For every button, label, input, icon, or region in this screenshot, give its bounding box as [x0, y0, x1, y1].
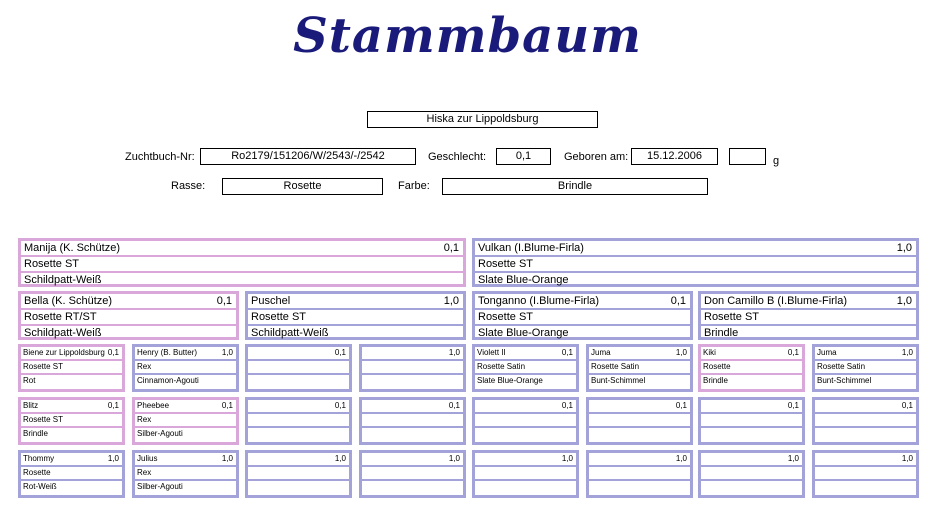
ancestor-color[interactable] [362, 479, 463, 493]
mother-name: Manija (K. Schütze) [24, 242, 120, 254]
ancestor-name-row[interactable] [135, 347, 236, 359]
ancestor-breed[interactable]: Rex [135, 359, 236, 373]
grandparent-name-row[interactable] [21, 294, 236, 308]
ancestor-sex: 1,0 [448, 454, 460, 463]
ancestor-color[interactable] [248, 426, 349, 440]
ancestor-card[interactable] [698, 450, 805, 498]
ancestor-name-row[interactable] [248, 453, 349, 465]
father-color[interactable]: Slate Blue-Orange [475, 271, 916, 287]
ancestor-card[interactable] [698, 344, 805, 392]
father-card[interactable] [472, 238, 919, 287]
ancestor-breed[interactable]: Rosette ST [21, 359, 122, 373]
ancestor-name-row[interactable] [475, 453, 576, 465]
animal-name-field[interactable]: Hiska zur Lippoldsburg [367, 111, 598, 128]
ancestor-name-row[interactable] [362, 400, 463, 412]
ancestor-sex: 0,1 [901, 401, 913, 410]
ancestor-name-row[interactable] [475, 400, 576, 412]
grandparent-name: Tonganno (I.Blume-Firla) [478, 295, 600, 307]
ancestor-sex: 0,1 [787, 348, 799, 357]
ancestor-breed[interactable] [701, 465, 802, 479]
ancestor-color[interactable] [362, 426, 463, 440]
ancestor-name: Juma [817, 348, 837, 357]
grandparent-breed[interactable]: Rosette ST [248, 308, 463, 324]
ancestor-name-row[interactable] [701, 347, 802, 359]
ancestor-sex: 0,1 [221, 401, 233, 410]
ancestor-breed[interactable] [475, 465, 576, 479]
ancestor-color[interactable]: Brindle [701, 373, 802, 387]
ancestor-sex: 0,1 [561, 348, 573, 357]
ancestor-sex: 0,1 [675, 401, 687, 410]
grandparent-name: Puschel [251, 295, 291, 307]
ancestor-sex: 0,1 [107, 348, 119, 357]
ancestor-name-row[interactable] [475, 347, 576, 359]
ancestor-card[interactable] [245, 397, 352, 445]
ancestor-name: Pheebee [137, 401, 170, 410]
ancestor-sex: 1,0 [561, 454, 573, 463]
ancestor-card[interactable] [18, 344, 125, 392]
ancestor-breed[interactable] [589, 412, 690, 426]
ancestor-card[interactable] [586, 450, 693, 498]
ancestor-card[interactable] [132, 344, 239, 392]
ancestor-name-row[interactable] [701, 400, 802, 412]
ancestor-breed[interactable] [475, 412, 576, 426]
ancestor-name-row[interactable] [135, 400, 236, 412]
father-sex: 1,0 [896, 242, 912, 254]
grandparent-sex: 0,1 [216, 295, 232, 307]
ancestor-color[interactable] [475, 479, 576, 493]
grandparent-card[interactable] [698, 291, 919, 340]
ancestor-card[interactable] [472, 450, 579, 498]
rasse-label: Rasse: [171, 180, 206, 192]
ancestor-card[interactable] [812, 344, 919, 392]
ancestor-name-row[interactable] [21, 347, 122, 359]
ancestor-sex: 1,0 [221, 454, 233, 463]
geschlecht-label: Geschlecht: [428, 151, 487, 163]
ancestor-card[interactable] [18, 397, 125, 445]
ancestor-color[interactable] [815, 426, 916, 440]
ancestor-breed[interactable]: Rosette Satin [475, 359, 576, 373]
ancestor-card[interactable] [586, 344, 693, 392]
ancestor-card[interactable] [359, 397, 466, 445]
ancestor-card[interactable] [812, 450, 919, 498]
ancestor-color[interactable]: Silber-Agouti [135, 479, 236, 493]
ancestor-breed[interactable] [248, 465, 349, 479]
ancestor-breed[interactable]: Rosette [21, 465, 122, 479]
ancestor-name-row[interactable] [815, 347, 916, 359]
zuchtbuch-field[interactable]: Ro2179/151206/W/2543/-/2542 [200, 148, 416, 165]
ancestor-card[interactable] [359, 450, 466, 498]
ancestor-sex: 1,0 [221, 348, 233, 357]
ancestor-color[interactable]: Slate Blue-Orange [475, 373, 576, 387]
ancestor-name-row[interactable] [248, 347, 349, 359]
ancestor-color[interactable] [362, 373, 463, 387]
ancestor-name: Blitz [23, 401, 39, 410]
ancestor-name: Juma [591, 348, 611, 357]
ancestor-color[interactable] [589, 479, 690, 493]
ancestor-breed[interactable] [362, 465, 463, 479]
ancestor-breed[interactable] [589, 465, 690, 479]
ancestor-card[interactable] [698, 397, 805, 445]
ancestor-name: Henry (B. Butter) [137, 348, 198, 357]
ancestor-card[interactable] [359, 344, 466, 392]
ancestor-color[interactable] [248, 373, 349, 387]
ancestor-color[interactable]: Cinnamon-Agouti [135, 373, 236, 387]
grandparent-name-row[interactable] [248, 294, 463, 308]
geboren-label: Geboren am: [564, 151, 629, 163]
ancestor-name-row[interactable] [21, 453, 122, 465]
ancestor-breed[interactable] [815, 412, 916, 426]
ancestor-sex: 0,1 [787, 401, 799, 410]
ancestor-card[interactable] [132, 450, 239, 498]
mother-color[interactable]: Schildpatt-Weiß [21, 271, 463, 287]
ancestor-name: Kiki [703, 348, 716, 357]
grandparent-color[interactable]: Schildpatt-Weiß [248, 324, 463, 340]
page-title: Stammbaum [293, 8, 642, 64]
ancestor-card[interactable] [812, 397, 919, 445]
ancestor-name: Biene zur Lippoldsburg [23, 348, 105, 357]
grandparent-color[interactable]: Schildpatt-Weiß [21, 324, 236, 340]
ancestor-color[interactable] [475, 426, 576, 440]
grandparent-breed[interactable]: Rosette ST [701, 308, 916, 324]
ancestor-name-row[interactable] [589, 347, 690, 359]
ancestor-sex: 1,0 [675, 348, 687, 357]
ancestor-name-row[interactable] [701, 453, 802, 465]
rasse-field[interactable]: Rosette [222, 178, 383, 195]
grandparent-card[interactable] [18, 291, 239, 340]
ancestor-card[interactable] [245, 450, 352, 498]
weight-field[interactable] [729, 148, 766, 165]
ancestor-breed[interactable] [815, 465, 916, 479]
ancestor-color[interactable] [248, 479, 349, 493]
grandparent-name: Don Camillo B (I.Blume-Firla) [704, 295, 848, 307]
ancestor-card[interactable] [586, 397, 693, 445]
ancestor-sex: 1,0 [107, 454, 119, 463]
ancestor-breed[interactable] [701, 412, 802, 426]
ancestor-name-row[interactable] [589, 400, 690, 412]
grandparent-card[interactable] [245, 291, 466, 340]
ancestor-breed[interactable] [362, 412, 463, 426]
ancestor-name: Julius [137, 454, 158, 463]
grandparent-sex: 0,1 [670, 295, 686, 307]
ancestor-name-row[interactable] [589, 453, 690, 465]
ancestor-sex: 1,0 [787, 454, 799, 463]
grandparent-card[interactable] [472, 291, 693, 340]
father-name-row[interactable] [475, 241, 916, 255]
father-breed[interactable]: Rosette ST [475, 255, 916, 271]
geboren-field[interactable]: 15.12.2006 [631, 148, 718, 165]
ancestor-color[interactable]: Rot-Weiß [21, 479, 122, 493]
grandparent-sex: 1,0 [896, 295, 912, 307]
ancestor-sex: 1,0 [901, 348, 913, 357]
ancestor-color[interactable]: Bunt-Schimmel [589, 373, 690, 387]
ancestor-name: Thommy [23, 454, 55, 463]
ancestor-breed[interactable]: Rosette Satin [589, 359, 690, 373]
geschlecht-field[interactable]: 0,1 [496, 148, 551, 165]
grandparent-color[interactable]: Slate Blue-Orange [475, 324, 690, 340]
ancestor-sex: 0,1 [448, 401, 460, 410]
ancestor-color[interactable]: Bunt-Schimmel [815, 373, 916, 387]
ancestor-sex: 0,1 [334, 401, 346, 410]
ancestor-card[interactable] [132, 397, 239, 445]
ancestor-sex: 1,0 [901, 454, 913, 463]
farbe-label: Farbe: [398, 180, 430, 192]
ancestor-color[interactable]: Rot [21, 373, 122, 387]
ancestor-name: Violett II [477, 348, 506, 357]
grandparent-breed[interactable]: Rosette ST [475, 308, 690, 324]
grandparent-name-row[interactable] [701, 294, 916, 308]
ancestor-sex: 1,0 [675, 454, 687, 463]
ancestor-breed[interactable] [248, 359, 349, 373]
grandparent-sex: 1,0 [443, 295, 459, 307]
mother-name-row[interactable] [21, 241, 463, 255]
ancestor-card[interactable] [472, 344, 579, 392]
ancestor-color[interactable]: Brindle [21, 426, 122, 440]
grandparent-name: Bella (K. Schütze) [24, 295, 113, 307]
ancestor-color[interactable] [815, 479, 916, 493]
ancestor-name-row[interactable] [135, 453, 236, 465]
ancestor-breed[interactable]: Rex [135, 412, 236, 426]
ancestor-sex: 0,1 [561, 401, 573, 410]
ancestor-breed[interactable] [248, 412, 349, 426]
ancestor-name-row[interactable] [248, 400, 349, 412]
mother-sex: 0,1 [443, 242, 459, 254]
ancestor-name-row[interactable] [362, 347, 463, 359]
ancestor-breed[interactable]: Rex [135, 465, 236, 479]
ancestor-sex: 0,1 [107, 401, 119, 410]
zuchtbuch-label: Zuchtbuch-Nr: [125, 151, 195, 163]
grandparent-color[interactable]: Brindle [701, 324, 916, 340]
weight-unit: g [773, 155, 780, 167]
mother-breed[interactable]: Rosette ST [21, 255, 463, 271]
ancestor-breed[interactable] [362, 359, 463, 373]
ancestor-color[interactable] [589, 426, 690, 440]
ancestor-name-row[interactable] [815, 400, 916, 412]
mother-card[interactable] [18, 238, 466, 287]
ancestor-name-row[interactable] [21, 400, 122, 412]
ancestor-breed[interactable]: Rosette Satin [815, 359, 916, 373]
farbe-field[interactable]: Brindle [442, 178, 708, 195]
ancestor-sex: 1,0 [334, 454, 346, 463]
grandparent-breed[interactable]: Rosette RT/ST [21, 308, 236, 324]
ancestor-name-row[interactable] [815, 453, 916, 465]
ancestor-card[interactable] [245, 344, 352, 392]
ancestor-breed[interactable]: Rosette [701, 359, 802, 373]
ancestor-color[interactable] [701, 426, 802, 440]
ancestor-card[interactable] [18, 450, 125, 498]
ancestor-card[interactable] [472, 397, 579, 445]
grandparent-name-row[interactable] [475, 294, 690, 308]
ancestor-color[interactable]: Silber-Agouti [135, 426, 236, 440]
father-name: Vulkan (I.Blume-Firla) [478, 242, 584, 254]
ancestor-sex: 0,1 [334, 348, 346, 357]
ancestor-color[interactable] [701, 479, 802, 493]
ancestor-breed[interactable]: Rosette ST [21, 412, 122, 426]
ancestor-sex: 1,0 [448, 348, 460, 357]
ancestor-name-row[interactable] [362, 453, 463, 465]
